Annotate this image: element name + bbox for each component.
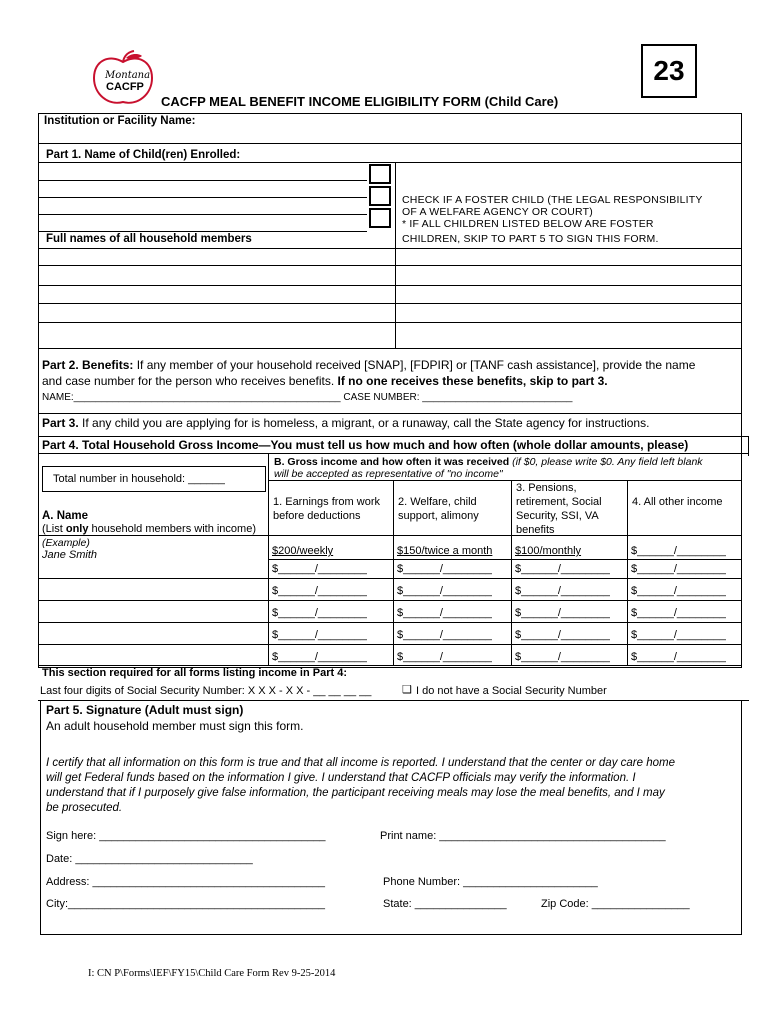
a-name-label: A. Name [42,510,89,522]
ssn-text[interactable]: Last four digits of Social Security Number: X X X - X X - __ __ __ __ [40,685,372,697]
part4-b-label [274,456,703,468]
state-field[interactable]: State: _______________ [383,898,507,910]
income-field-r4-c3[interactable]: $______/________ [515,629,610,641]
certify-line-4: be prosecuted. [46,802,123,814]
col1-header-1: 1. Earnings from work [273,496,380,508]
income-field-r1-c3[interactable]: $______/________ [515,563,610,575]
date-field[interactable]: Date: _____________________________ [46,853,253,865]
income-field-r3-c1[interactable]: $______/________ [272,607,367,619]
form-number: 23 [653,55,685,86]
household-members-label: Full names of all household members [46,233,252,245]
a-name-sub [42,523,256,536]
income-field-r5-c4[interactable]: $______/________ [631,651,726,663]
certify-line-3: understand that if I purposely give false information, the participant receiving meals may lose the meal benefits, and I may [46,787,665,799]
col4-header-1: 4. All other income [632,496,723,508]
income-field-r4-c4[interactable]: $______/________ [631,629,726,641]
income-field-r5-c2[interactable]: $______/________ [397,651,492,663]
col2-header-2: support, alimony [398,510,479,522]
example-col3: $100/monthly [515,545,582,557]
no-ssn-label: I do not have a Social Security Number [416,685,607,697]
part3-label: Part 3. [42,416,79,430]
institution-label: Institution or Facility Name: [44,115,196,127]
address-field[interactable]: Address: ______________________________________ [46,876,325,888]
part4-b-note1: (if $0, please write $0. Any field left blank [509,456,703,468]
income-row-divider [38,644,741,645]
part4-b-title: B. Gross income and how often it was received [274,456,510,468]
foster-checkbox-3[interactable] [369,208,391,228]
phone-field[interactable]: Phone Number: ______________________ [383,876,598,888]
income-row-divider [38,600,741,601]
city-field[interactable]: City:__________________________________________ [46,898,325,910]
income-field-r4-c1[interactable]: $______/________ [272,629,367,641]
a-only: only [65,523,89,535]
income-field-r3-c4[interactable]: $______/________ [631,607,726,619]
no-ssn-checkbox[interactable]: ❑ [402,684,412,696]
total-household-text: Total number in household: ______ [53,473,225,485]
income-field-r1-c2[interactable]: $______/________ [397,563,492,575]
part2-text1: If any member of your household received [SNAP], [FDPIR] or [TANF cash assistance], provide the name [133,358,696,372]
income-field-r2-c3[interactable]: $______/________ [515,585,610,597]
foster-text-2: OF A WELFARE AGENCY OR COURT) [402,206,593,218]
col3-header-2: retirement, Social [516,496,602,508]
example-col1: $200/weekly [272,545,334,557]
col1-header-2: before deductions [273,510,361,522]
income-field-r1-c4[interactable]: $______/________ [631,563,726,575]
income-field-r2-c2[interactable]: $______/________ [397,585,492,597]
part4-b-note2: will be accepted as representative of "no income" [274,468,503,480]
foster-text-4: CHILDREN, SKIP TO PART 5 TO SIGN THIS FORM. [402,233,659,245]
example-name: Jane Smith [42,549,98,561]
income-field-r2-c1[interactable]: $______/________ [272,585,367,597]
part3-text: If any child you are applying for is homeless, a migrant, or a runaway, call the State agency for instructions. [78,416,650,430]
foster-checkbox-2[interactable] [369,186,391,206]
a-sub2: household members with income) [88,523,256,535]
part1-label: Part 1. Name of Child(ren) Enrolled: [46,149,241,161]
logo-line2: CACFP [106,81,144,93]
part3-line [42,417,649,431]
form-number-box [641,44,697,98]
total-household-box[interactable] [42,466,266,492]
logo-line1: Montana [105,70,151,81]
part2-line1 [42,359,695,373]
part2-text2b: If no one receives these benefits, skip to part 3. [337,374,608,388]
logo [90,50,156,108]
income-field-r5-c1[interactable]: $______/________ [272,651,367,663]
zip-field[interactable]: Zip Code: ________________ [541,898,690,910]
footer-path: I: CN P\Forms\IEF\FY15\Child Care Form Rev 9-25-2014 [88,968,336,979]
part2-line2 [42,375,608,389]
part5-sub: An adult household member must sign this form. [46,719,304,733]
ssn-header: This section required for all forms listing income in Part 4: [42,667,348,679]
col3-header-4: benefits [516,524,555,536]
print-name-field[interactable]: Print name: _____________________________________ [380,830,666,842]
part2-name-case-line[interactable]: NAME:________________________________________________ CASE NUMBER: ___________________________ [42,392,573,403]
foster-text-3: * IF ALL CHILDREN LISTED BELOW ARE FOSTER [402,218,654,230]
form-title: CACFP MEAL BENEFIT INCOME ELIGIBILITY FORM (Child Care) [161,94,559,109]
part2-text2a: and case number for the person who receives benefits. [42,374,338,388]
example-col4[interactable]: $______/________ [631,545,726,557]
part5-label: Part 5. Signature (Adult must sign) [46,703,244,717]
sign-here-field[interactable]: Sign here: _____________________________________ [46,830,326,842]
foster-text-1: CHECK IF A FOSTER CHILD (THE LEGAL RESPONSIBILITY [402,194,703,206]
income-field-r2-c4[interactable]: $______/________ [631,585,726,597]
a-sub1: (List [42,523,66,535]
income-field-r1-c1[interactable]: $______/________ [272,563,367,575]
col2-header-1: 2. Welfare, child [398,496,477,508]
certify-line-1: I certify that all information on this form is true and that all income is reported. I understand that the center or day care home [46,757,675,769]
foster-checkbox-1[interactable] [369,164,391,184]
income-field-r3-c2[interactable]: $______/________ [397,607,492,619]
part2-label: Part 2. Benefits: [42,358,134,372]
income-row-divider [38,622,741,623]
col3-header-1: 3. Pensions, [516,482,577,494]
example-col2: $150/twice a month [397,545,493,557]
income-field-r3-c3[interactable]: $______/________ [515,607,610,619]
part4-label: Part 4. Total Household Gross Income—You must tell us how much and how often (whole dollar amounts, please) [42,438,689,452]
income-field-r5-c3[interactable]: $______/________ [515,651,610,663]
certify-line-2: will get Federal funds based on the information I give. I understand that CACFP officials may verify the information. I [46,772,636,784]
income-row-divider [38,578,741,579]
example-label: (Example) [42,537,90,549]
col3-header-3: Security, SSI, VA [516,510,599,522]
income-field-r4-c2[interactable]: $______/________ [397,629,492,641]
